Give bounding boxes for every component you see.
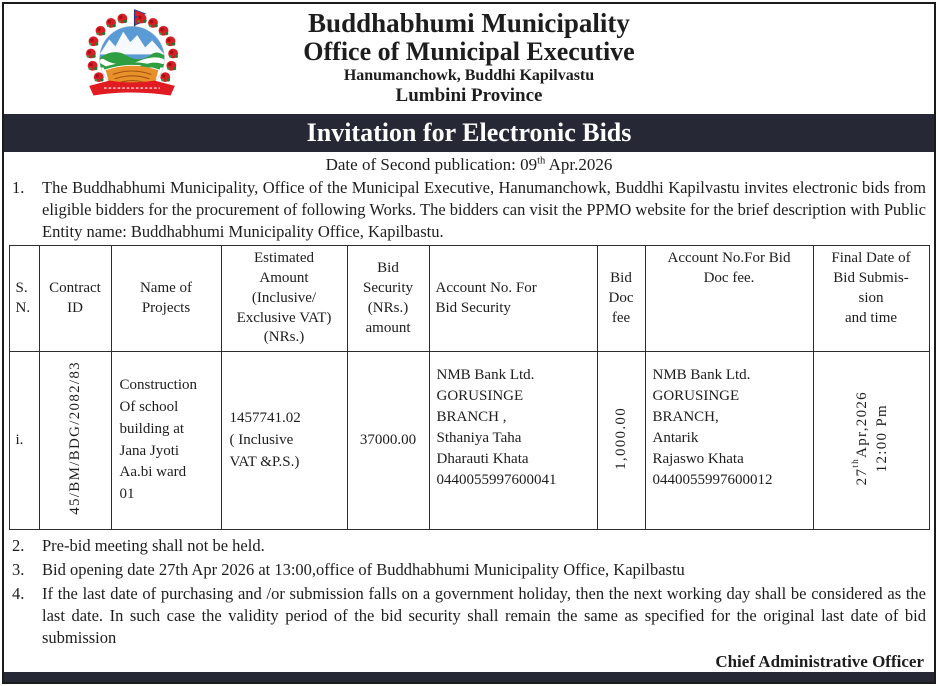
cell-project-name: Construction Of school building at Jana Jyoti Aa.bi ward 01: [111, 352, 221, 530]
final-date-line1: 27thApr,2026: [850, 391, 870, 486]
cell-account-bid-doc-fee: NMB Bank Ltd. GORUSINGE BRANCH, Antarik Rajaswo Khata 0440055997600012: [645, 352, 813, 530]
notice-text: Pre-bid meeting shall not be held.: [42, 536, 265, 556]
notice-title: Invitation for Electronic Bids: [306, 118, 632, 147]
cell-contract-id: [39, 352, 111, 530]
office-address: Hanumanchowk, Buddhi Kapilvastu: [343, 67, 595, 85]
table-row: [9, 352, 929, 530]
col-header-estimated-amount: Estimated Amount (Inclusive/ Exclusive VAT) (NRs.): [221, 246, 347, 352]
notice-item-2: [12, 535, 926, 557]
final-date-line2: 12:00 Pm: [873, 404, 890, 473]
contract-id-rotated-text: 45/BM/BDG/2082/83: [66, 361, 83, 516]
cell-estimated-amount: 1457741.02 ( Inclusive VAT &P.S.): [221, 352, 347, 530]
notice-text: Bid opening date 27th Apr 2026 at 13:00,office of Buddhabhumi Municipality Office, Kapilbastu: [42, 560, 685, 580]
col-header-sn: S. N.: [9, 246, 39, 352]
col-header-bid-doc-fee: Bid Doc fee: [597, 246, 645, 352]
notice-item-1: [12, 177, 926, 243]
col-header-account-doc-fee: Account No.For Bid Doc fee.: [645, 246, 813, 352]
final-date-rotated-text: [850, 391, 893, 485]
notice-number: 1.: [12, 178, 25, 198]
col-header-final-date: Final Date of Bid Submis- sion and time: [813, 246, 929, 352]
notice-text: The Buddhabhumi Municipality, Office of the Municipal Executive, Hanumanchowk, Buddhi Kapilvastu invites electronic bids from eligible bidders for the procurement of following Works. The bidders can visit the PPMO website for the brief description with Public Entity name: Buddhabhumi Municipality Office, Kapilbastu.: [42, 178, 926, 242]
province-name: Lumbini Province: [395, 84, 543, 106]
bottom-rule: [4, 672, 934, 682]
bid-doc-fee-rotated-text: 1,000.00: [612, 406, 629, 470]
tender-notice-document: [2, 2, 936, 684]
cell-sn: i.: [9, 352, 39, 530]
notice-item-4: [12, 583, 926, 649]
document-header: [4, 4, 934, 111]
notice-number: 3.: [12, 560, 25, 580]
publication-date-text: Date of Second publication: 09: [325, 155, 538, 174]
cell-bid-security-amount: 37000.00: [347, 352, 429, 530]
notice-title-banner: [4, 114, 934, 152]
signature-title: Chief Administrative Officer: [715, 651, 924, 671]
nepal-coat-of-arms-icon: [78, 8, 186, 106]
notice-number: 4.: [12, 584, 25, 604]
table-header-row: [9, 246, 929, 352]
cell-final-date: [813, 352, 929, 530]
cell-account-bid-security: NMB Bank Ltd. GORUSINGE BRANCH , Sthaniya Taha Dharauti Khata 0440055997600041: [429, 352, 597, 530]
col-header-project-name: Name of Projects: [111, 246, 221, 352]
publication-date-ordinal: th: [537, 155, 546, 167]
organization-name: Buddhabhumi Municipality: [308, 8, 630, 38]
publication-date-tail: Apr.2026: [545, 155, 613, 174]
notice-text: If the last date of purchasing and /or submission falls on a government holiday, then the next working day shall be considered as the last date. In such case the validity period of the bid security shall remain the same as specified for the original last date of bid submission: [42, 584, 926, 647]
col-header-bid-security: Bid Security (NRs.) amount: [347, 246, 429, 352]
notice-item-3: [12, 559, 926, 581]
publication-date: [4, 155, 934, 175]
cell-bid-doc-fee: [597, 352, 645, 530]
bid-table: [9, 245, 930, 530]
notice-number: 2.: [12, 536, 25, 556]
col-header-contract-id: Contract ID: [39, 246, 111, 352]
office-name: Office of Municipal Executive: [303, 37, 635, 67]
col-header-account-bid-security: Account No. For Bid Security: [429, 246, 597, 352]
